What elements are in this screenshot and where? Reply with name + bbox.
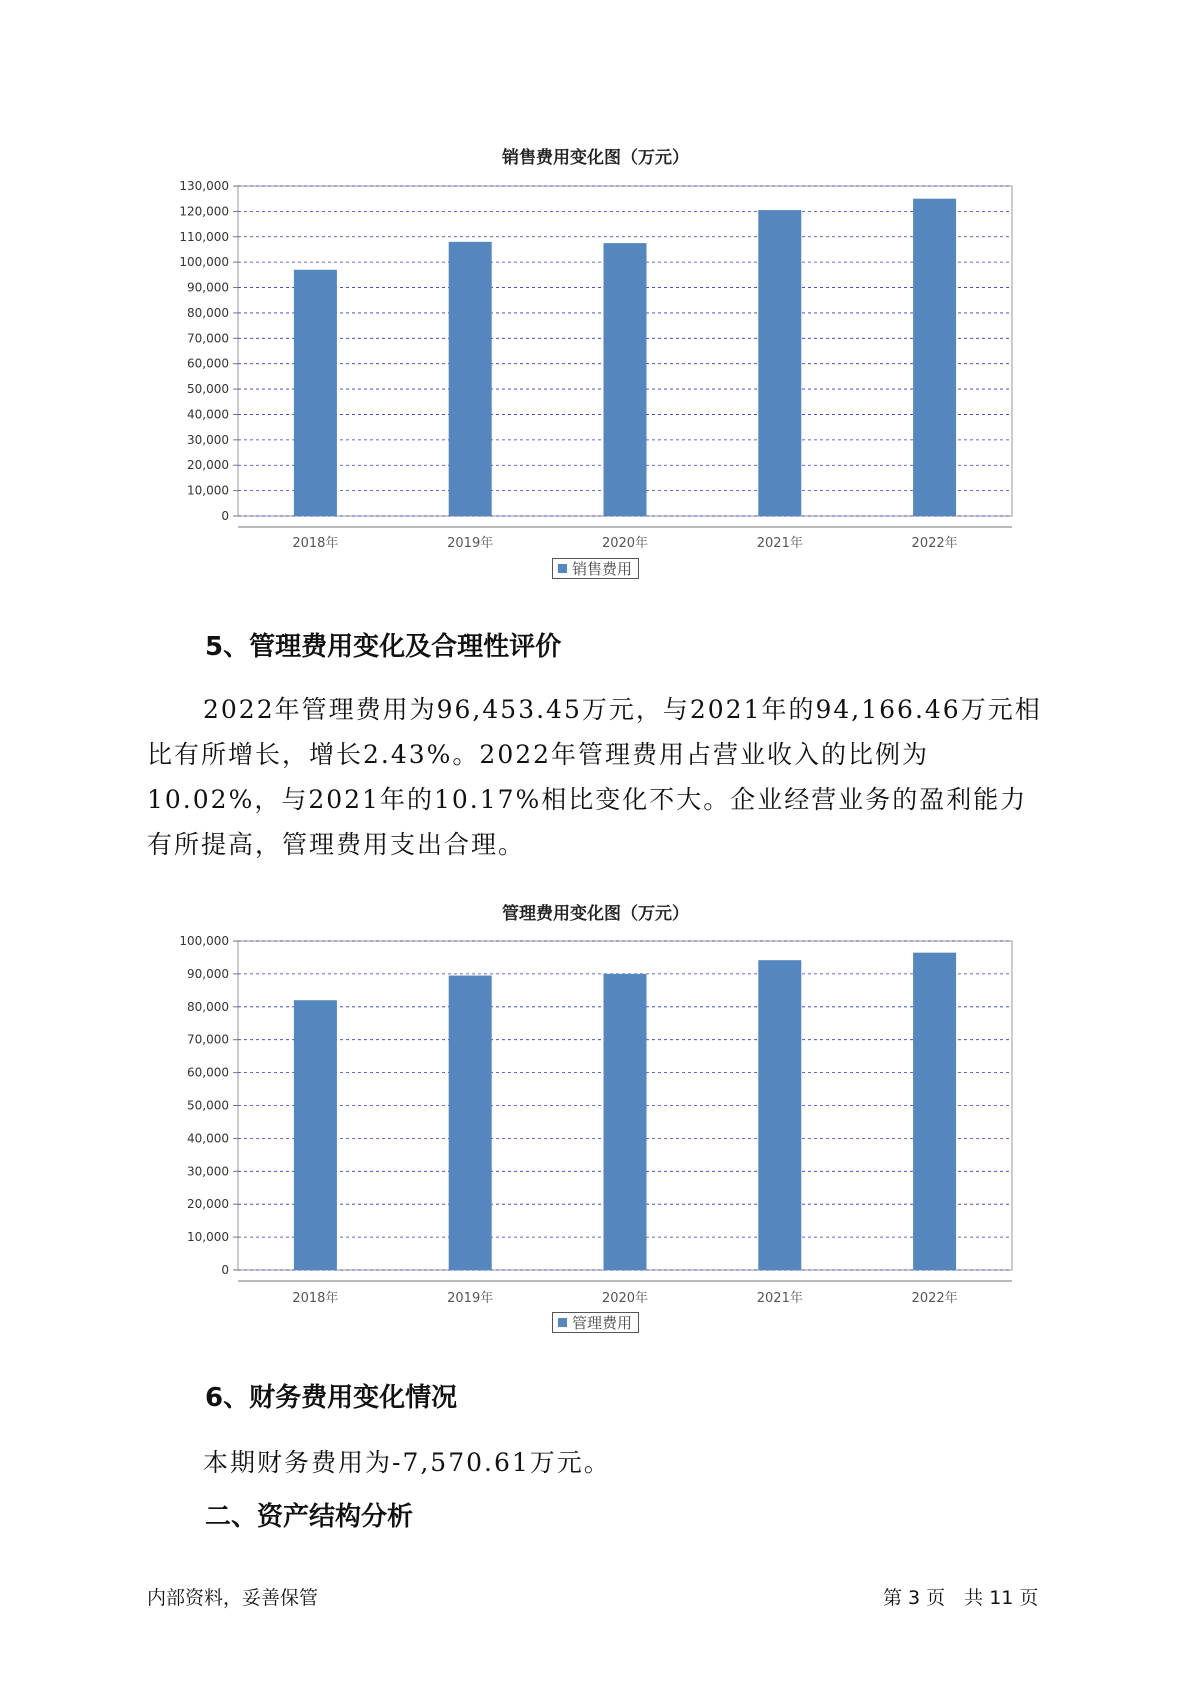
section-6-heading: 6、财务费用变化情况 [205, 1383, 458, 1413]
x-tick-label: 2019年 [447, 536, 494, 551]
bar [604, 974, 647, 1270]
y-tick-label: 90,000 [187, 280, 229, 295]
y-tick-label: 130,000 [179, 179, 229, 193]
legend-label: 销售费用 [572, 560, 633, 578]
y-tick-label: 70,000 [187, 331, 229, 346]
section-5-text: 2022年管理费用为96,453.45万元，与2021年的94,166.46万元相比有所增长，增长2.43%。2022年管理费用占营业收入的比例为10.02%，与2021年的10.17%相比变化不大。企业经营业务的盈利能力有所提高，管理费用支出合理。 [147, 695, 1042, 859]
x-tick-label: 2020年 [601, 1291, 649, 1306]
y-tick-label: 30,000 [187, 1164, 229, 1179]
section-5-heading: 5、管理费用变化及合理性评价 [205, 632, 562, 662]
y-tick-label: 70,000 [187, 1032, 229, 1047]
x-tick-label: 2021年 [756, 536, 803, 551]
section-6-paragraph [147, 1440, 1052, 1485]
legend-label: 管理费用 [572, 1314, 633, 1332]
y-tick-label: 90,000 [187, 966, 229, 981]
x-tick-label: 2021年 [756, 1291, 803, 1306]
bar [913, 953, 956, 1270]
part-2-heading: 二、资产结构分析 [205, 1502, 414, 1532]
y-tick-label: 20,000 [187, 458, 229, 473]
x-tick-label: 2020年 [601, 536, 649, 551]
bar [449, 976, 492, 1270]
y-tick-label: 0 [221, 1263, 229, 1277]
y-tick-label: 50,000 [187, 382, 229, 397]
y-tick-label: 10,000 [187, 483, 229, 498]
y-tick-label: 10,000 [187, 1230, 229, 1245]
legend-swatch-icon [558, 1318, 567, 1327]
y-tick-label: 40,000 [187, 407, 229, 422]
y-tick-label: 80,000 [187, 305, 229, 320]
admin-expense-legend [552, 1312, 639, 1333]
footer-page-number: 第 3 页 共 11 页 [883, 1587, 1039, 1609]
y-tick-label: 120,000 [179, 204, 229, 219]
y-tick-label: 80,000 [187, 999, 229, 1014]
y-tick-label: 100,000 [179, 934, 229, 948]
x-tick-label: 2019年 [447, 1291, 494, 1306]
x-tick-label: 2022年 [911, 1291, 958, 1306]
sales-expense-chart-title: 销售费用变化图（万元） [502, 148, 689, 168]
x-tick-label: 2022年 [911, 536, 958, 551]
y-tick-label: 0 [221, 509, 229, 523]
y-tick-label: 50,000 [187, 1098, 229, 1113]
y-tick-label: 40,000 [187, 1131, 229, 1146]
bar [758, 960, 801, 1270]
admin-expense-chart-title: 管理费用变化图（万元） [502, 904, 689, 924]
x-tick-label: 2018年 [292, 1291, 339, 1306]
x-tick-label: 2018年 [292, 536, 339, 551]
y-tick-label: 30,000 [187, 432, 229, 447]
y-tick-label: 20,000 [187, 1197, 229, 1212]
bar [294, 1000, 337, 1270]
y-tick-label: 60,000 [187, 1065, 229, 1080]
y-tick-label: 110,000 [179, 229, 229, 244]
y-tick-label: 60,000 [187, 356, 229, 371]
footer-confidential: 内部资料，妥善保管 [147, 1587, 319, 1609]
y-tick-label: 100,000 [179, 255, 229, 270]
section-6-text: 本期财务费用为-7,570.61万元。 [203, 1448, 611, 1477]
